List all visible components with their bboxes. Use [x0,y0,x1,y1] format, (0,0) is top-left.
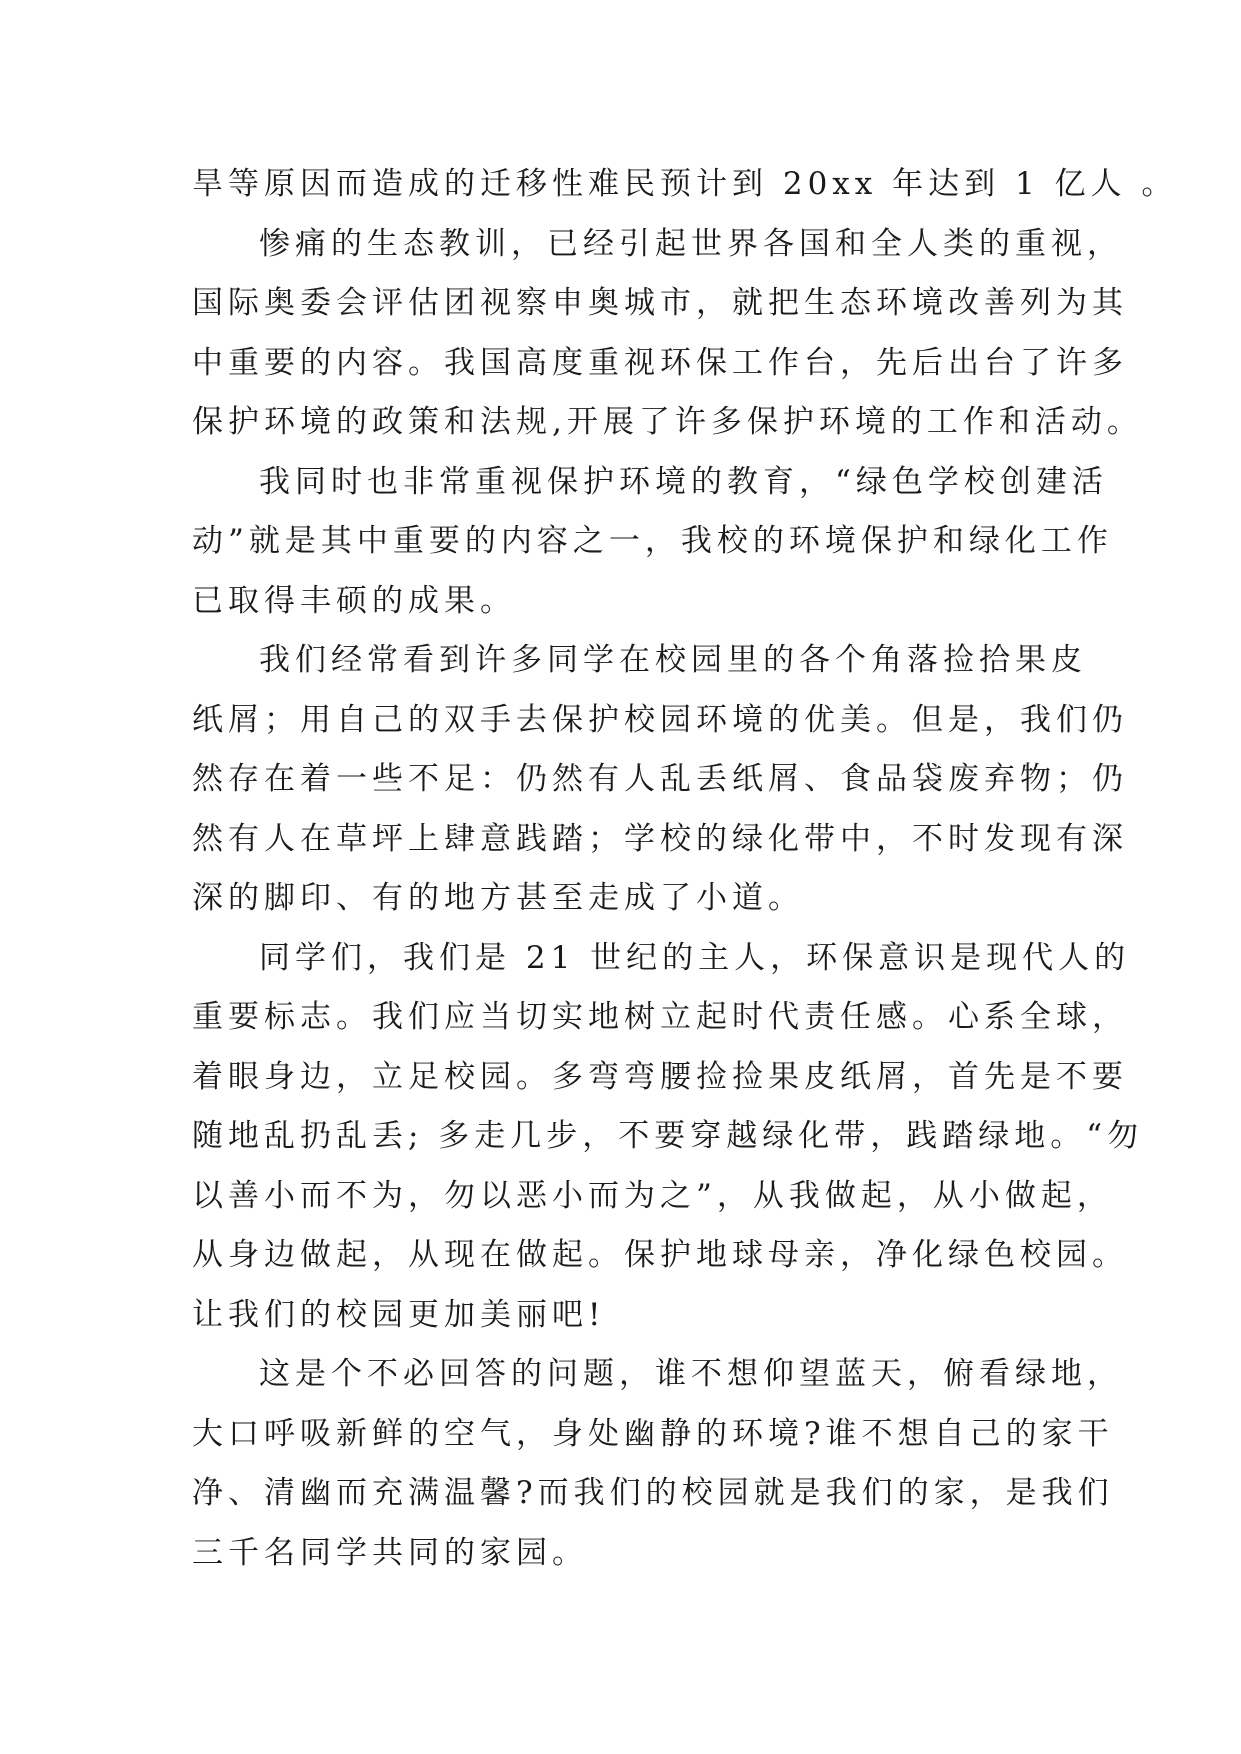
text-line: 国际奥委会评估团视察申奥城市，就把生态环境改善列为其 [192,285,1128,321]
text-line: 净、清幽而充满温馨?而我们的校园就是我们的家，是我们 [192,1475,1114,1511]
text-line: 以善小而不为，勿以恶小而为之”，从我做起，从小做起， [192,1177,1113,1214]
document-page [192,155,1178,1583]
text-line: 旱等原因而造成的迁移性难民预计到 20xx 年达到 1 亿人 。 [192,166,1178,202]
text-line: 这是个不必回答的问题，谁不想仰望蓝天，俯看绿地， [259,1356,1123,1392]
text-line: 大口呼吸新鲜的空气，身处幽静的环境?谁不想自己的家干 [192,1415,1114,1452]
text-line: 惨痛的生态教训，已经引起世界各国和全人类的重视， [259,225,1123,262]
text-line: 着眼身边，立足校园。多弯弯腰捡捡果皮纸屑，首先是不要 [192,1058,1128,1095]
text-line: 同学们，我们是 21 世纪的主人，环保意识是现代人的 [259,939,1131,976]
text-line: 纸屑；用自己的双手去保护校园环境的优美。但是，我们仍 [192,701,1128,738]
text-line: 动”就是其中重要的内容之一，我校的环境保护和绿化工作 [192,523,1113,559]
text-line: 三千名同学共同的家园。 [192,1534,588,1571]
text-line: 重要标志。我们应当切实地树立起时代责任感。心系全球， [192,999,1128,1035]
text-line: 我们经常看到许多同学在校园里的各个角落捡拾果皮 [259,642,1087,678]
text-line: 从身边做起，从现在做起。保护地球母亲，净化绿色校园。 [192,1237,1128,1273]
text-line: 保护环境的政策和法规,开展了许多保护环境的工作和活动。 [192,404,1143,440]
text-line: 中重要的内容。我国高度重视环保工作台，先后出台了许多 [192,344,1128,381]
text-line: 我同时也非常重视保护环境的教育，“绿色学校创建活 [259,463,1108,500]
text-line: 随地乱扔乱丢; 多走几步，不要穿越绿化带，践踏绿地。“勿 [192,1118,1144,1154]
text-line: 让我们的校园更加美丽吧! [192,1296,606,1333]
text-line: 然有人在草坪上肆意践踏；学校的绿化带中，不时发现有深 [192,820,1128,857]
text-line: 然存在着一些不足：仍然有人乱丢纸屑、食品袋废弃物；仍 [192,761,1128,797]
text-line: 深的脚印、有的地方甚至走成了小道。 [192,880,804,916]
text-line: 已取得丰硕的成果。 [192,582,516,619]
